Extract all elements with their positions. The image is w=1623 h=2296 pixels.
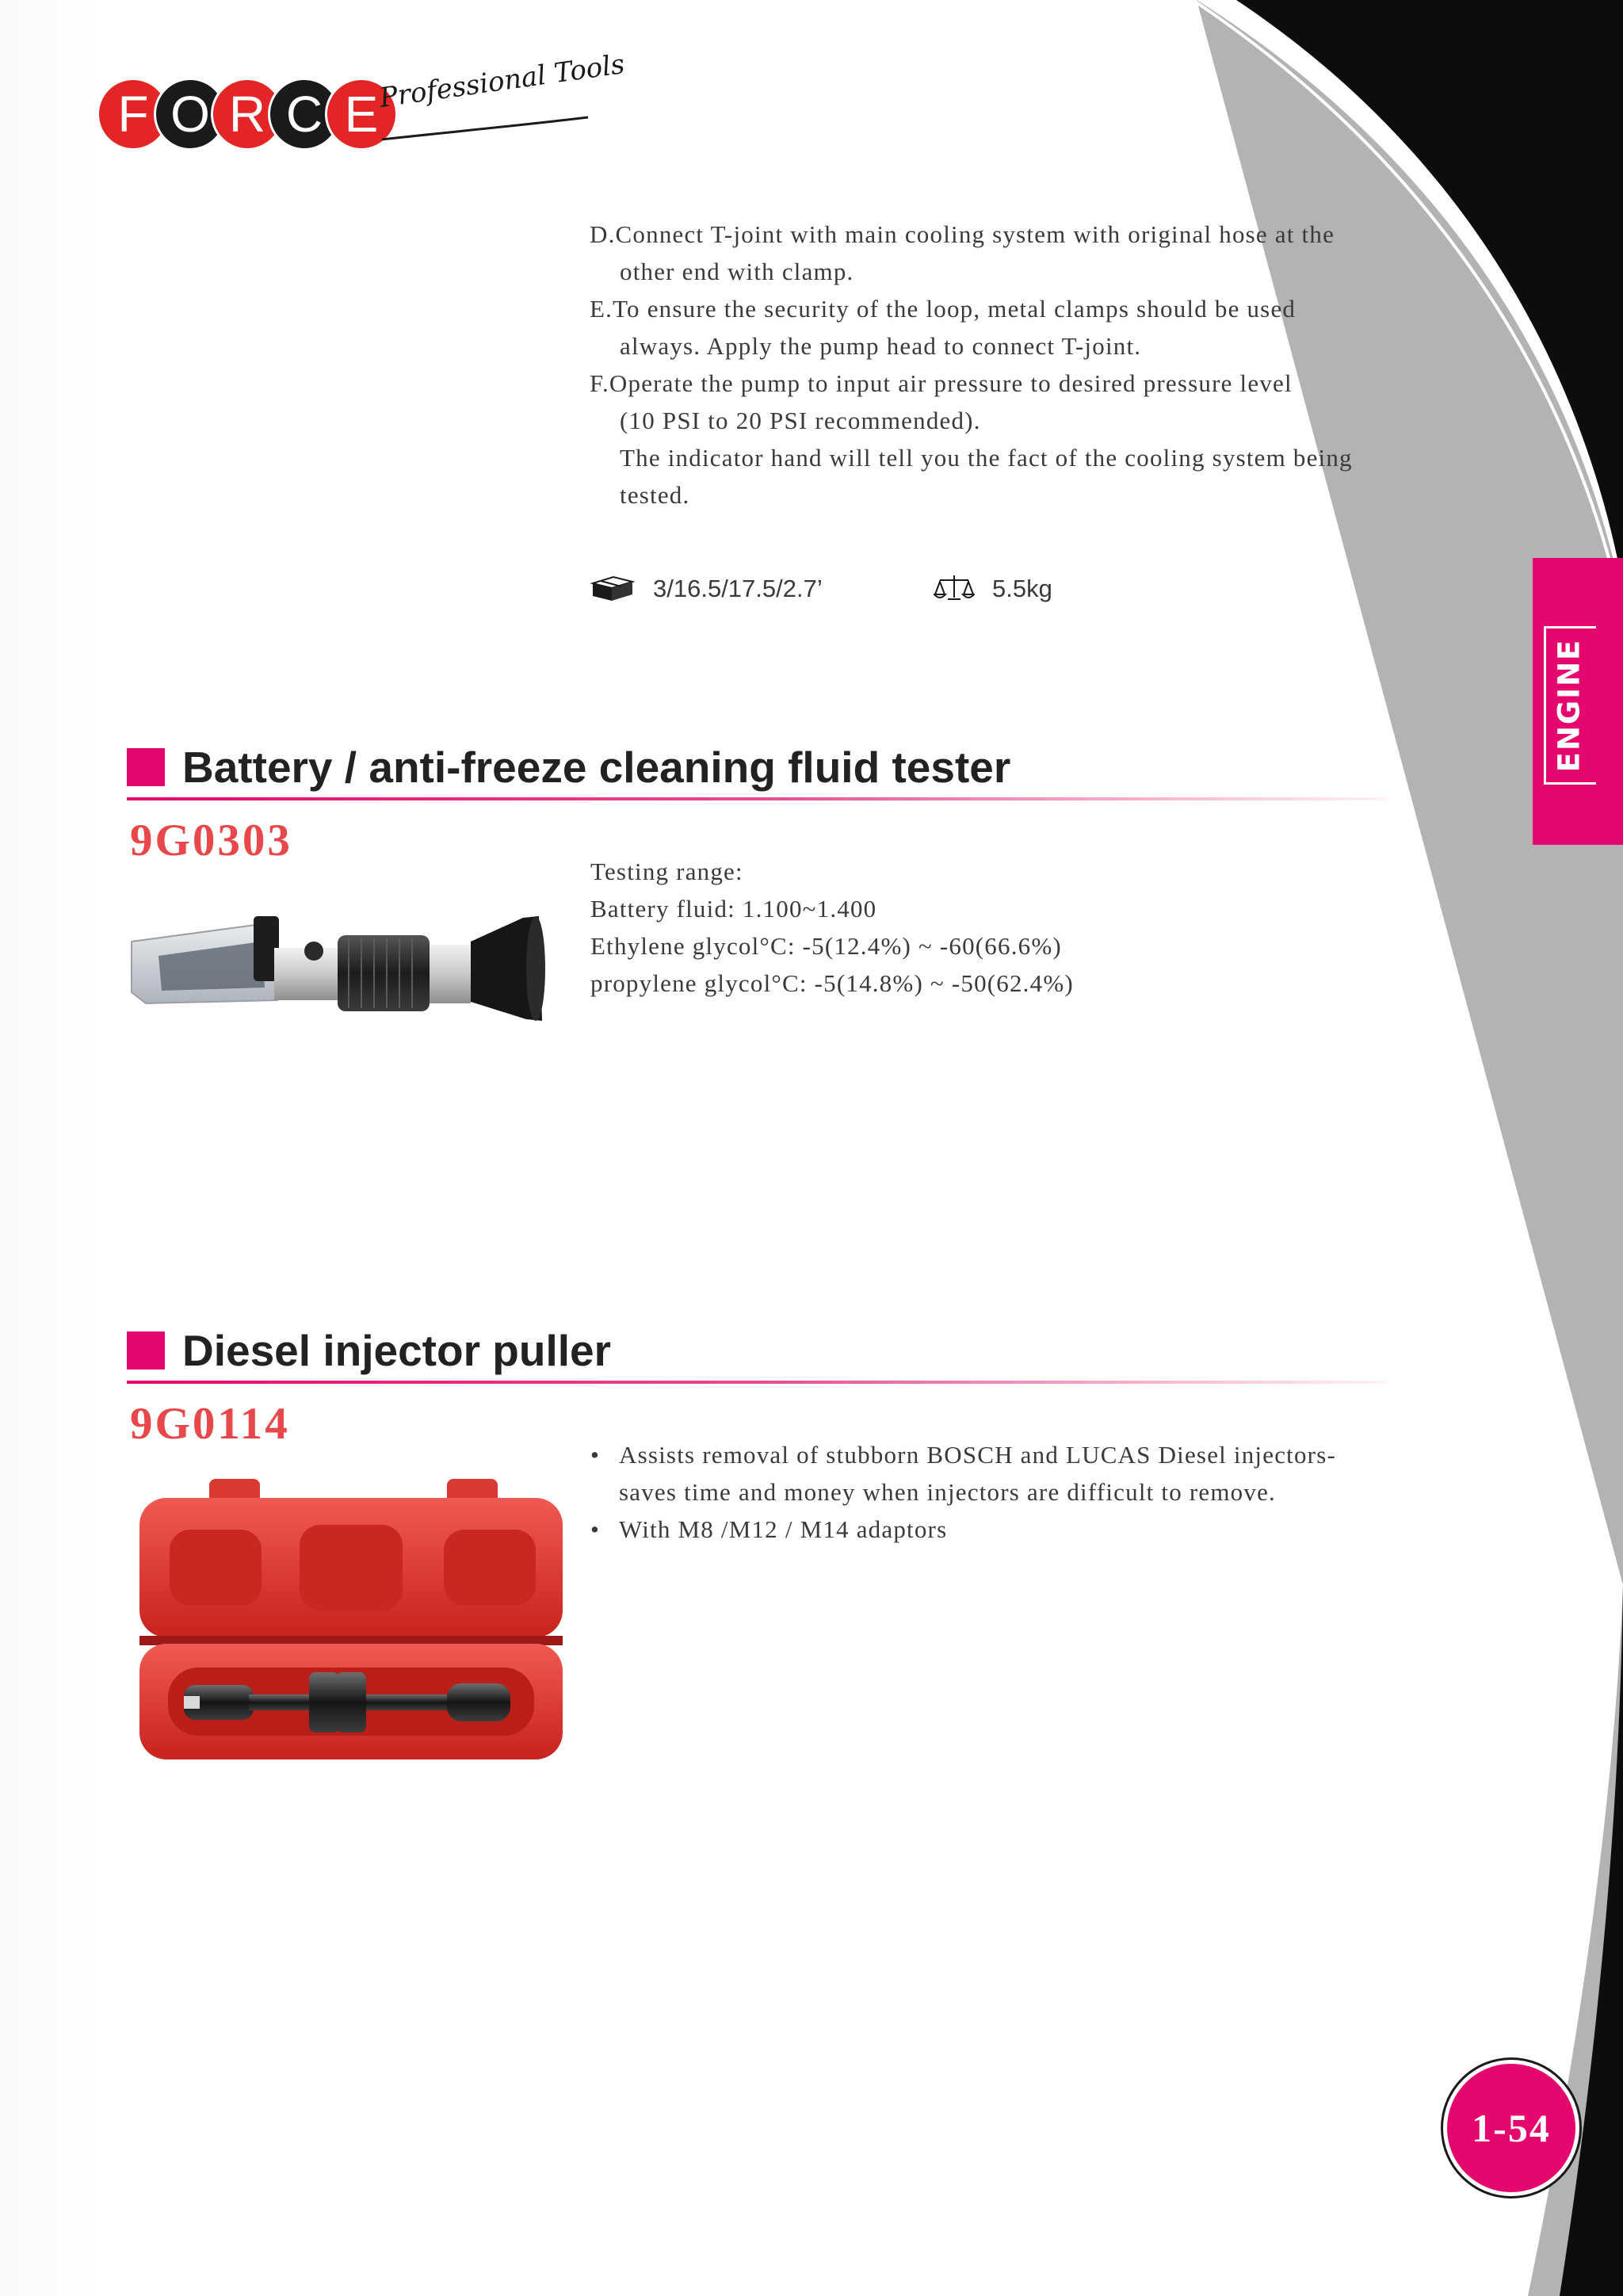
feature-removal [590,1436,1336,1473]
package-dimensions: 3/16.5/17.5/2.7’ [653,575,823,602]
instruction-note-cont: tested. [620,481,690,509]
weight-value: 5.5kg [992,575,1052,602]
product-code-9g0114: 9G0114 [130,1399,290,1449]
feature-adaptors-text: With M8 /M12 / M14 adaptors [619,1515,948,1543]
section-side-tab [1533,558,1623,845]
product-title-9g0114 [127,1325,611,1376]
balance-scale-icon [934,574,975,604]
product-title-text: Diesel injector puller [182,1326,612,1375]
bullet-icon: • [590,1441,601,1469]
logo-letter-c: C [268,78,341,151]
package-spec [590,574,823,604]
feature-adaptors [590,1511,1336,1548]
instruction-step-f-cont: (10 PSI to 20 PSI recommended). [620,407,981,434]
spec-line-testing-range: Testing range: [590,858,743,885]
product-features-9g0114 [590,1436,1336,1548]
product-title-9g0303 [127,742,1010,793]
instruction-note: The indicator hand will tell you the fact of the cooling system being [620,444,1353,472]
spec-line-ethylene-glycol: Ethylene glycol°C: -5(12.4%) ~ -60(66.6%) [590,932,1062,960]
logo-letter-r: R [211,78,284,151]
feature-removal-cont: saves time and money when injectors are difficult to remove. [619,1478,1276,1506]
logo-swoosh [374,116,596,147]
section-divider [127,1381,1387,1384]
section-divider [127,797,1387,800]
logo-letter-f: F [97,78,170,151]
instructions-block [590,216,1445,514]
weight-spec [934,574,1052,604]
instruction-step-e-cont: always. Apply the pump head to connect T-joint. [620,332,1142,360]
instruction-step-d: D.Connect T-joint with main cooling system with original hose at the [590,220,1335,248]
instruction-step-f: F.Operate the pump to input air pressure to desired pressure level [590,369,1293,397]
box-icon [590,574,636,604]
refractometer-image [127,900,586,1035]
square-bullet-icon [127,1331,165,1370]
spec-line-propylene-glycol: propylene glycol°C: -5(14.8%) ~ -50(62.4%) [590,969,1074,997]
product-code-9g0303: 9G0303 [130,816,292,865]
feature-removal-text: Assists removal of stubborn BOSCH and LUCAS Diesel injectors- [619,1441,1336,1469]
bullet-icon: • [590,1515,601,1543]
square-bullet-icon [127,748,165,786]
logo-letter-o: O [154,78,227,151]
instruction-step-d-cont: other end with clamp. [620,258,854,285]
force-logo [97,48,627,165]
page-number-badge: 1-54 [1447,2064,1575,2192]
spec-line-battery-fluid: Battery fluid: 1.100~1.400 [590,895,877,923]
product-spec-9g0303 [590,853,1074,1002]
product-title-text: Battery / anti-freeze cleaning fluid tester [182,743,1011,792]
side-tab-label: ENGINE [1552,638,1587,773]
logo-tagline: Professional Tools [377,48,627,114]
logo-letter-e: E [325,78,398,151]
injector-puller-case-image [133,1474,569,1761]
instruction-step-e: E.To ensure the security of the loop, metal clamps should be used [590,295,1296,323]
